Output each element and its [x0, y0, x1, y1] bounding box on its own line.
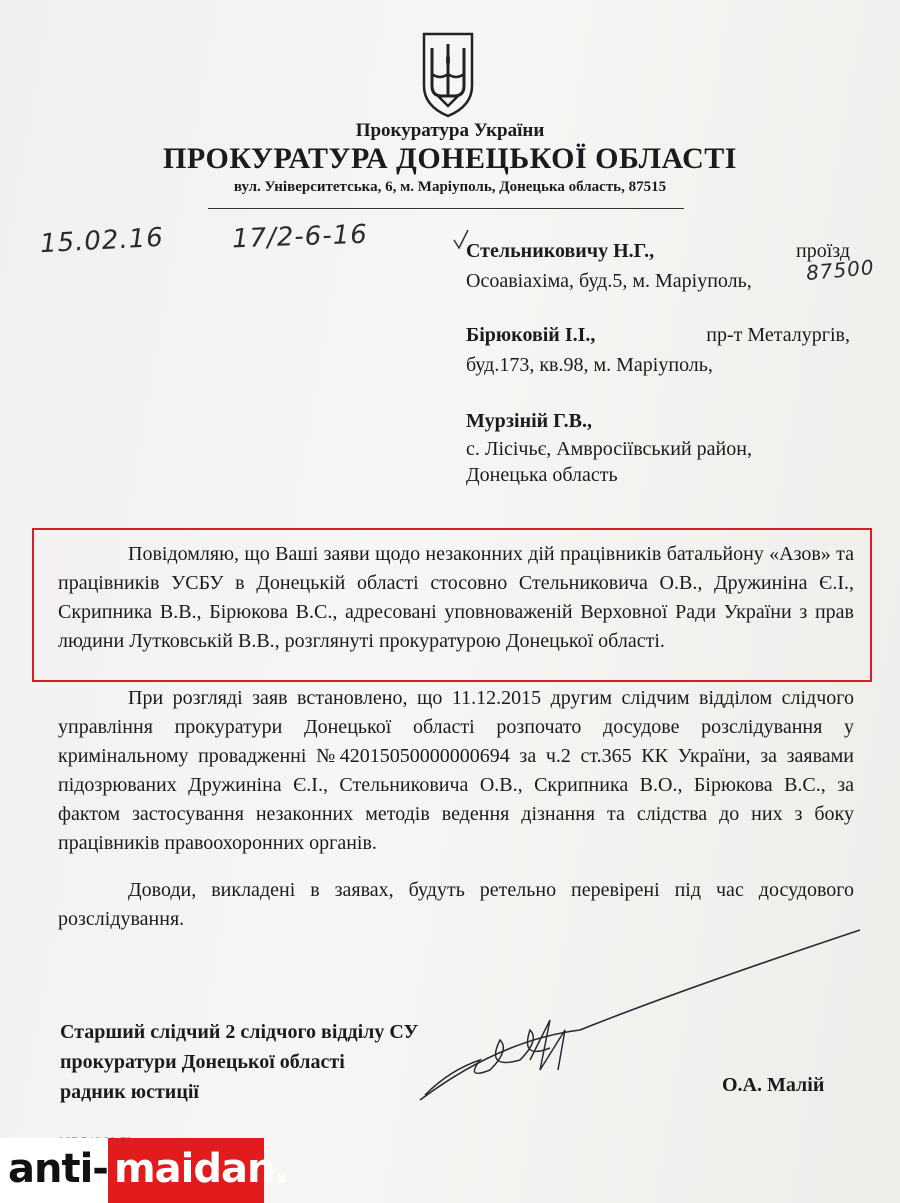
- paragraph-2: При розгляді заяв встановлено, що 11.12.2015 другим слідчим відділом слідчого управління прокуратури Донецької області розпочато досудове розслідування у кримінальному провадженні №42015050000000694 за ч.2 ст.365 КК України, за заявами підозрюваних Дружиніна Є.І., Стельниковича О.В., Скрипника В.О., Бірюкова В.С., за фактом застосування незаконних методів ведення дізнання та слідства до них з боку працівників правоохоронних органів.: [58, 687, 854, 854]
- addressee-2-line2: буд.173, кв.98, м. Маріуполь,: [466, 354, 713, 376]
- org-parent: Прокуратура України: [355, 120, 545, 141]
- addressee-3-line2: с. Лісічьє, Амвросіївський район,: [466, 438, 752, 460]
- addressee-2-name: Бірюковій І.І.,: [466, 324, 596, 346]
- paragraph-3: Доводи, викладені в заявах, будуть ретельно перевірені під час досудового розслідування.: [58, 879, 854, 930]
- handwritten-reg-number: 17/2-6-16: [231, 219, 369, 255]
- handwritten-date: 15.02.16: [39, 222, 165, 260]
- org-address: вул. Університетська, 6, м. Маріуполь, Донецька область, 87515: [233, 179, 667, 195]
- addressee-1-name: Стельниковичу Н.Г.,: [466, 240, 655, 262]
- addressee-1-street: проїзд: [796, 240, 850, 262]
- org-name: ПРОКУРАТУРА ДОНЕЦЬКОЇ ОБЛАСТІ: [163, 142, 737, 175]
- handwritten-zip: 87500: [805, 255, 876, 285]
- watermark-text-1: anti-: [8, 1146, 108, 1192]
- paragraph-1: Повідомляю, що Ваші заяви щодо незаконних дій працівників батальйону «Азов» та працівників УСБУ в Донецькій області стосовно Стельниковича О.В., Дружиніна Є.І., Скрипника В.В., Бірюкова В.С., адресовані уповноваженій Верховної Ради України з прав людини Лутковській В.В., розглянуті прокуратурою Донецької області.: [58, 543, 854, 652]
- header-divider: [208, 208, 684, 209]
- signer-name: О.А. Малій: [722, 1074, 825, 1096]
- addressee-1-line1: [466, 236, 850, 266]
- addressee-1-line2: Осоавіахіма, буд.5, м. Маріуполь,: [466, 270, 752, 292]
- watermark-logo: [0, 1138, 289, 1203]
- watermark-text-2: maidan.: [114, 1146, 289, 1192]
- tryzub-emblem-icon: [418, 30, 478, 118]
- signer-position: Старший слідчий 2 слідчого відділу СУ прокуратури Донецької області радник юстиції: [60, 1021, 419, 1103]
- addressee-3-line3: Донецька область: [466, 464, 618, 486]
- addressee-3-name: Мурзіній Г.В.,: [466, 410, 592, 432]
- addressee-2-street: пр-т Металургів,: [706, 324, 850, 346]
- addressee-2-line1: [466, 320, 850, 350]
